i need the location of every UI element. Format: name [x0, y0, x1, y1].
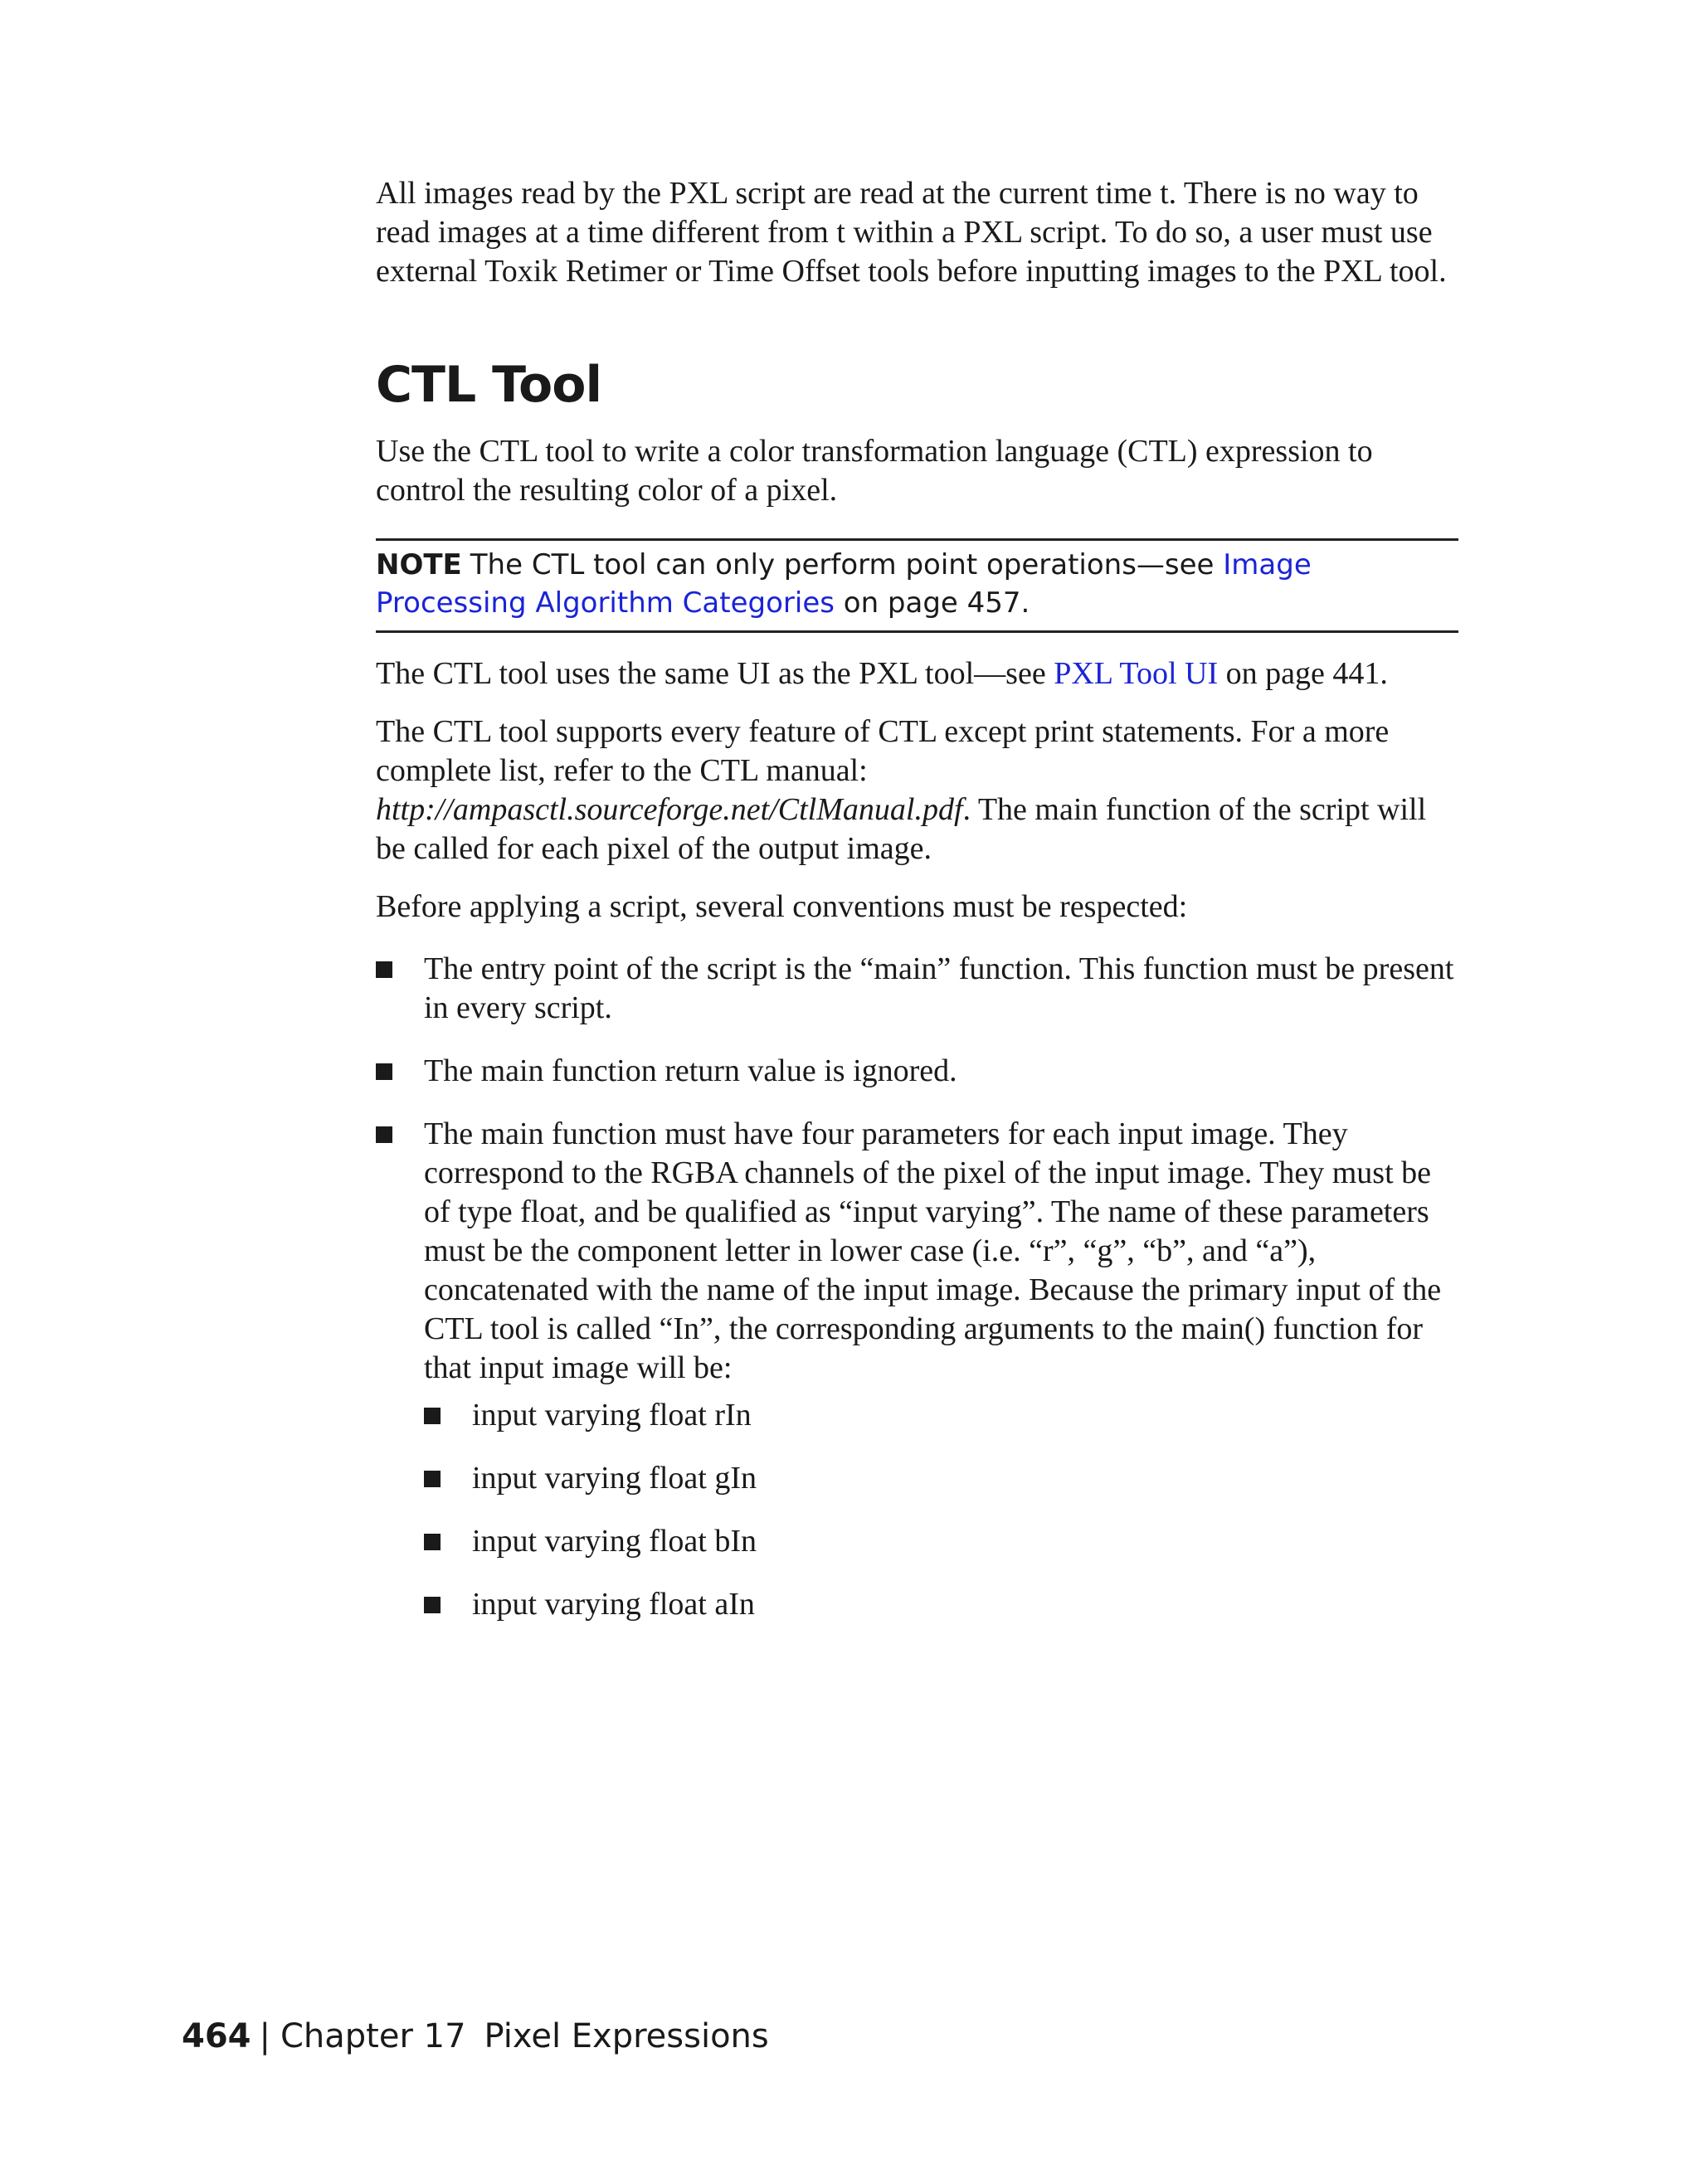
note-label: NOTE	[376, 548, 462, 581]
support-text-after: . The main function of the script will be called for each pixel of the output image.	[376, 792, 1427, 866]
list-item	[376, 950, 1458, 1028]
list-item	[376, 1052, 1458, 1091]
sub-list-item	[424, 1396, 1458, 1435]
square-bullet-icon	[424, 1471, 441, 1487]
square-bullet-icon	[424, 1597, 441, 1613]
list-item-text: The entry point of the script is the “main” function. This function must be present in every script.	[424, 951, 1454, 1025]
list-item	[376, 1115, 1458, 1624]
square-bullet-icon	[424, 1534, 441, 1550]
section-heading: CTL Tool	[376, 356, 602, 414]
conventions-list	[376, 950, 1458, 1624]
ui-text-before: The CTL tool uses the same UI as the PXL tool—see	[376, 656, 1054, 691]
support-text-before: The CTL tool supports every feature of CTL except print statements. For a more complete list, refer to the CTL manual:	[376, 714, 1390, 788]
arguments-list	[424, 1396, 1458, 1624]
support-paragraph	[376, 713, 1458, 868]
sub-list-item	[424, 1585, 1458, 1624]
square-bullet-icon	[376, 1063, 392, 1080]
list-item-text: The main function return value is ignored.	[424, 1053, 957, 1088]
pxl-tool-ui-link[interactable]: PXL Tool UI	[1054, 656, 1219, 691]
conventions-intro: Before applying a script, several conventions must be respected:	[376, 889, 1188, 924]
square-bullet-icon	[376, 961, 392, 978]
sub-list-item	[424, 1522, 1458, 1561]
section-lead-paragraph: Use the CTL tool to write a color transformation language (CTL) expression to control the resulting color of a pixel.	[376, 434, 1373, 508]
page-footer	[182, 2016, 769, 2057]
footer-separator: |	[259, 2017, 270, 2055]
intro-paragraph: All images read by the PXL script are read at the current time t. There is no way to read images at a time different from t within a PXL script. To do so, a user must use external Toxik Retimer or Time Offset tools before inputting images to the PXL tool.	[376, 176, 1447, 289]
sub-list-item	[424, 1459, 1458, 1498]
ui-text-after: on page 441.	[1218, 656, 1388, 691]
square-bullet-icon	[424, 1408, 441, 1424]
page-number: 464	[182, 2017, 251, 2055]
chapter-label: Chapter 17	[280, 2017, 466, 2055]
square-bullet-icon	[376, 1126, 392, 1143]
sub-list-item-text: input varying float aIn	[472, 1587, 755, 1622]
note-text-after: on page 457.	[834, 586, 1030, 620]
image-processing-link[interactable]: Image Processing Algorithm Categories	[376, 548, 1312, 620]
ui-paragraph	[376, 654, 1458, 693]
note-box	[376, 538, 1458, 633]
chapter-title: Pixel Expressions	[484, 2017, 769, 2055]
ctl-manual-url: http://ampasctl.sourceforge.net/CtlManual.pdf	[376, 792, 963, 827]
sub-list-item-text: input varying float rIn	[472, 1398, 752, 1432]
list-item-text: The main function must have four parameters for each input image. They correspond to the RGBA channels of the pixel of the input image. They must be of type float, and be qualified as “input varying”. The name of these parameters must be the component letter in lower case (i.e. “r”, “g”, “b”, and “a”), concatenated with the name of the input image. Because the primary input of the CTL tool is called “In”, the corresponding arguments to the main() function for that input image will be:	[424, 1116, 1442, 1385]
sub-list-item-text: input varying float bIn	[472, 1524, 757, 1559]
sub-list-item-text: input varying float gIn	[472, 1461, 757, 1496]
note-text-before: The CTL tool can only perform point operations—see	[470, 548, 1224, 581]
page-content	[376, 174, 1458, 1648]
